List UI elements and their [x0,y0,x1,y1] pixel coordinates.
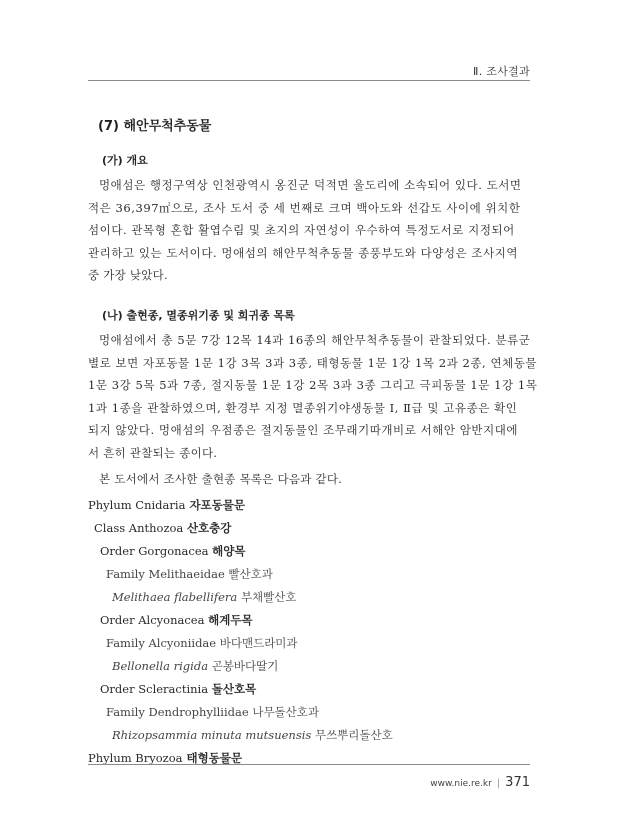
species-paragraph [88,329,538,465]
taxon-family: Family Alcyoniidae 바다맨드라미과 [106,636,298,651]
footer-url: www.nie.re.kr [430,779,492,789]
species-heading: (나) 출현종, 멸종위기종 및 희귀종 목록 [102,308,295,322]
taxon-species: Bellonella rigida 곤봉바다딸기 [112,659,279,674]
footer-separator: | [496,778,501,789]
paragraph-line: 멍애섬은 행정구역상 인천광역시 옹진군 덕적면 울도리에 소속되어 있다. 도서면 [99,178,522,192]
taxonomy-list [88,494,531,770]
page-number: 371 [505,775,530,790]
paragraph-line: 서 흔히 관찰되는 종이다. [88,445,218,460]
paragraph-line: 적은 36,397㎡으로, 조사 도서 중 세 번째로 크며 백아도와 선갑도 사이에 위치한 [88,200,521,215]
footer-divider [88,764,530,765]
paragraph-line: 1문 3강 5목 5과 7종, 절지동물 1문 1강 2목 3과 3종 그리고 극피동물 1문 1강 1목 [88,378,538,393]
overview-heading: (가) 개요 [102,154,148,167]
paragraph-line: 1과 1종을 관찰하였으며, 환경부 지정 멸종위기야생동물 Ⅰ, Ⅱ급 및 고유종은 확인 [88,400,518,415]
paragraph-line: 섬이다. 관목형 혼합 활엽수림 및 초지의 자연성이 우수하여 특정도서로 지정되어 [88,223,515,238]
taxon-order: Order Alcyonacea 해계두목 [100,613,253,628]
taxon-order: Order Scleractinia 돌산호목 [100,682,257,697]
taxon-phylum: Phylum Cnidaria 자포동물문 [88,498,245,513]
paragraph-line: 중 가장 낮았다. [88,268,168,283]
section-title: (7) 해안무척추동물 [98,119,212,134]
overview-paragraph [88,174,531,287]
page-header [0,0,618,86]
header-divider [88,80,530,81]
paragraph-line: 관리하고 있는 도서이다. 멍애섬의 해안무척추동물 종풍부도와 다양성은 조사지역 [88,245,519,260]
taxon-species: Rhizopsammia minuta mutsuensis 무쓰뿌리돌산호 [112,728,393,743]
taxon-species: Melithaea flabellifera 부채빨산호 [112,590,297,605]
page-footer [430,771,530,790]
taxon-order: Order Gorgonacea 해양목 [100,544,246,559]
taxon-phylum: Phylum Bryozoa 태형동물문 [88,751,243,766]
paragraph-line: 멍애섬에서 총 5문 7강 12목 14과 16종의 해안무척추동물이 관찰되었다. 분류군 [99,332,531,347]
taxon-class: Class Anthozoa 산호충강 [94,521,232,536]
species-intro [88,468,531,491]
chapter-label: Ⅱ. 조사결과 [472,65,530,78]
paragraph-line: 별로 보면 자포동물 1문 1강 3목 3과 3종, 태형동물 1문 1강 1목 2과 2종, 연체동물 [88,355,538,370]
paragraph-line: 되지 않았다. 멍애섬의 우점종은 절지동물인 조무래기따개비로 서해안 암반지대에 [88,423,519,438]
page-content [88,108,538,770]
taxon-family: Family Dendrophylliidae 나무돌산호과 [106,705,319,720]
taxon-family: Family Melithaeidae 빨산호과 [106,567,273,582]
paragraph-line: 본 도서에서 조사한 출현종 목록은 다음과 같다. [99,471,343,486]
